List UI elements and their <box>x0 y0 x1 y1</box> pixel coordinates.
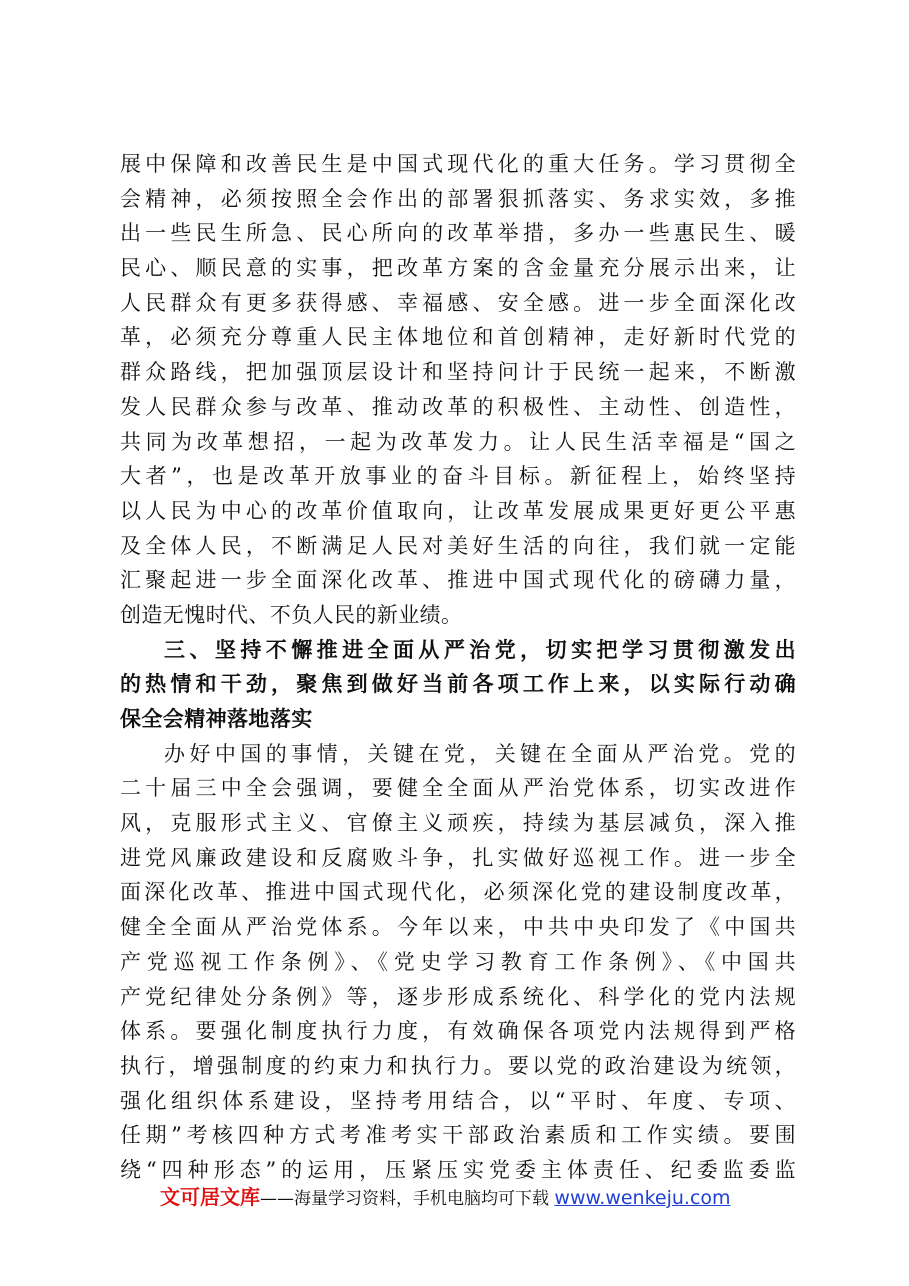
text-line: 任期”考核四种方式考准考实干部政治素质和工作实绩。要围 <box>120 1123 796 1148</box>
text-line: 大者”，也是改革开放事业的奋斗目标。新征程上，始终坚持 <box>120 464 796 489</box>
website-link[interactable]: www.wenkeju.com <box>554 1187 731 1209</box>
text-line: 强化组织体系建设，坚持考用结合，以“平时、年度、专项、 <box>120 1088 796 1113</box>
text-line: 面深化改革、推进中国式现代化，必须深化党的建设制度改革， <box>120 880 796 905</box>
text-line: 及全体人民，不断满足人民对美好生活的向往，我们就一定能 <box>120 533 796 558</box>
text-line: 进党风廉政建设和反腐败斗争，扎实做好巡视工作。进一步全 <box>120 845 796 870</box>
text-line: 二十届三中全会强调，要健全全面从严治党体系，切实改进作 <box>120 776 796 801</box>
text-line: 出一些民生所急、民心所向的改革举措，多办一些惠民生、暖 <box>120 221 796 246</box>
text-line: 以人民为中心的改革价值取向，让改革发展成果更好更公平惠 <box>120 498 796 523</box>
text-line: 办好中国的事情，关键在党，关键在全面从严治党。党的 <box>164 741 796 766</box>
section-heading-line: 的热情和干劲，聚焦到做好当前各项工作上来，以实际行动确 <box>120 672 796 697</box>
text-line: 创造无愧时代、不负人民的新业绩。 <box>120 602 463 627</box>
text-line: 革，必须充分尊重人民主体地位和首创精神，走好新时代党的 <box>120 325 796 350</box>
brand-name: 文可居文库 <box>160 1185 260 1209</box>
document-body <box>120 147 796 1188</box>
text-line: 人民群众有更多获得感、幸福感、安全感。进一步全面深化改 <box>120 290 796 315</box>
text-line: 汇聚起进一步全面深化改革、推进中国式现代化的磅礴力量， <box>120 568 796 593</box>
text-line: 绕“四种形态”的运用，压紧压实党委主体责任、纪委监委监 <box>120 1157 796 1182</box>
text-line: 产党纪律处分条例》等，逐步形成系统化、科学化的党内法规 <box>120 984 796 1009</box>
text-line: 共同为改革想招，一起为改革发力。让人民生活幸福是“国之 <box>120 429 796 454</box>
footer-banner <box>160 1182 731 1212</box>
section-heading-line: 保全会精神落地落实 <box>120 707 313 731</box>
text-line: 发人民群众参与改革、推动改革的积极性、主动性、创造性， <box>120 394 796 419</box>
text-line: 群众路线，把加强顶层设计和坚持问计于民统一起来，不断激 <box>120 360 796 385</box>
text-line: 风，克服形式主义、官僚主义顽疾，持续为基层减负，深入推 <box>120 811 796 836</box>
text-line: 展中保障和改善民生是中国式现代化的重大任务。学习贯彻全 <box>120 152 796 176</box>
text-line: 会精神，必须按照全会作出的部署狠抓落实、务求实效，多推 <box>120 186 796 211</box>
footer-tagline: ——海量学习资料，手机电脑均可下载 <box>260 1189 549 1209</box>
section-heading-line: 三、坚持不懈推进全面从严治党，切实把学习贯彻激发出 <box>164 637 796 662</box>
text-line: 产党巡视工作条例》、《党史学习教育工作条例》、《中国共 <box>120 949 796 974</box>
text-line: 执行，增强制度的约束力和执行力。要以党的政治建设为统领， <box>120 1053 796 1078</box>
text-line: 健全全面从严治党体系。今年以来，中共中央印发了《中国共 <box>120 915 796 940</box>
text-line: 体系。要强化制度执行力度，有效确保各项党内法规得到严格 <box>120 1019 796 1044</box>
text-line: 民心、顺民意的实事，把改革方案的含金量充分展示出来，让 <box>120 256 796 281</box>
